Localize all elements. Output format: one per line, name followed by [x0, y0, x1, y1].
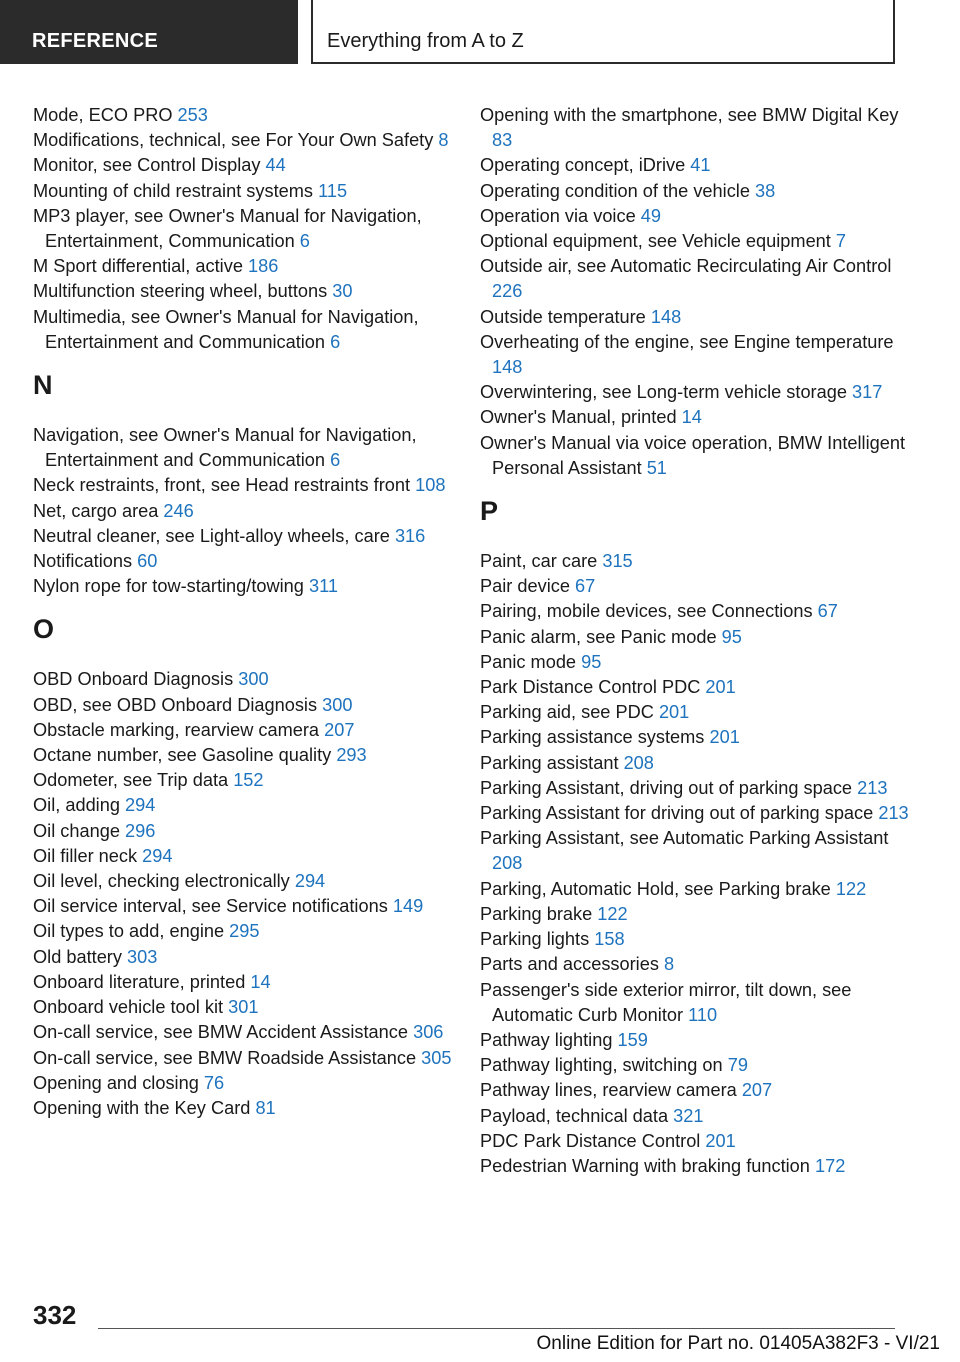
index-entry [480, 751, 910, 776]
index-entry-text: Pedestrian Warning with braking function [480, 1155, 810, 1176]
page-reference-link[interactable]: 186 [248, 256, 279, 277]
index-entry [33, 819, 463, 844]
page-reference-link[interactable]: 207 [741, 1080, 773, 1101]
page-reference-link[interactable]: 51 [646, 457, 667, 478]
index-entry [480, 877, 910, 902]
index-entry-text: Parking assistance systems [480, 727, 705, 748]
index-entry [480, 380, 910, 405]
index-entry-text: Outside air, see Automatic Recirculating Air Control [480, 256, 892, 277]
page-reference-link[interactable]: 294 [142, 845, 173, 866]
page-reference-link[interactable]: 201 [705, 677, 736, 698]
page-reference-link[interactable]: 41 [690, 155, 711, 176]
index-entry-text: Overheating of the engine, see Engine temperature [480, 331, 894, 352]
index-entry [33, 103, 463, 128]
index-entry [480, 179, 910, 204]
index-entry-text: OBD Onboard Diagnosis [33, 669, 234, 690]
index-entry [480, 675, 910, 700]
index-entry-text: Opening with the smartphone, see BMW Digital Key [480, 105, 899, 125]
index-entry-text: Parts and accessories [480, 954, 659, 975]
page-reference-link[interactable]: 67 [817, 601, 838, 622]
index-entry [33, 254, 463, 279]
index-entry [480, 254, 910, 304]
page-reference-link[interactable]: 95 [581, 651, 602, 672]
index-entry-text: Notifications [33, 551, 133, 572]
page-reference-link[interactable]: 122 [597, 903, 628, 924]
index-entry [480, 625, 910, 650]
index-entry [33, 768, 463, 793]
index-entry-text: Oil types to add, engine [33, 921, 225, 942]
index-entry [480, 549, 910, 574]
index-entry-text: Neck restraints, front, see Head restraints front [33, 475, 411, 496]
page-reference-link[interactable]: 172 [814, 1155, 846, 1176]
page-reference-link[interactable]: 60 [137, 551, 158, 572]
index-entry [480, 927, 910, 952]
index-entry-text: PDC Park Distance Control [480, 1130, 701, 1151]
index-entry [480, 574, 910, 599]
index-entry-text: Mounting of child restraint systems [33, 180, 313, 201]
index-entry-text: OBD, see OBD Onboard Diagnosis [33, 694, 318, 715]
page-reference-link[interactable]: 253 [177, 105, 208, 125]
index-entry-text: Passenger's side exterior mirror, tilt down, see Automatic Curb Monitor [480, 979, 852, 1025]
page-reference-link[interactable]: 306 [413, 1022, 444, 1043]
page-reference-link[interactable]: 79 [727, 1055, 748, 1076]
page-reference-link[interactable]: 201 [705, 1130, 736, 1151]
page-reference-link[interactable]: 303 [127, 946, 158, 967]
page-reference-link[interactable]: 296 [125, 820, 156, 841]
index-entry-text: Onboard literature, printed [33, 971, 246, 992]
index-entry [33, 524, 463, 549]
page-reference-link[interactable]: 300 [238, 669, 269, 690]
index-letter-heading: N [33, 370, 53, 401]
page-reference-link[interactable]: 201 [709, 727, 740, 748]
index-entry-text: Oil change [33, 820, 120, 841]
index-entry-text: Neutral cleaner, see Light-alloy wheels, care [33, 525, 390, 546]
edition-note: Online Edition for Part no. 01405A382F3 - VI/21 [536, 1333, 940, 1354]
page-reference-link[interactable]: 207 [324, 719, 355, 740]
page-reference-link[interactable]: 226 [492, 281, 523, 302]
page-reference-link[interactable]: 148 [492, 357, 523, 378]
index-entry-text: Parking assistant [480, 752, 619, 773]
page-reference-link[interactable]: 305 [421, 1047, 452, 1068]
index-entry-text: On-call service, see BMW Accident Assistance [33, 1022, 409, 1043]
index-entry-text: Multimedia, see Owner's Manual for Navigation, Entertainment and Communication [33, 306, 419, 352]
index-entry-text: Oil filler neck [33, 845, 138, 866]
section-label: REFERENCE [32, 30, 159, 52]
page-reference-link[interactable]: 122 [835, 878, 867, 899]
page-reference-link[interactable]: 293 [336, 745, 367, 766]
index-entry [480, 1129, 910, 1154]
page-reference-link[interactable]: 208 [492, 853, 523, 874]
page-reference-link[interactable]: 158 [594, 929, 625, 950]
index-entry [480, 826, 910, 876]
index-entry-text: Pathway lighting, switching on [480, 1055, 723, 1076]
index-entry-text: Parking Assistant, see Automatic Parking Assistant [480, 828, 889, 849]
page-reference-link[interactable]: 300 [322, 694, 353, 715]
index-entry [33, 305, 463, 355]
index-entry [33, 279, 463, 304]
index-entry [480, 431, 910, 481]
page-reference-link[interactable]: 159 [617, 1029, 648, 1050]
index-entry-text: Parking Assistant, driving out of parking space [480, 777, 853, 798]
page-reference-link[interactable]: 149 [392, 896, 424, 917]
page-reference-link[interactable]: 152 [233, 770, 264, 791]
index-entry-text: Operation via voice [480, 205, 636, 226]
index-entry-text: Parking, Automatic Hold, see Parking brake [480, 878, 831, 899]
index-entry-text: Oil, adding [33, 795, 120, 816]
page-reference-link[interactable]: 208 [623, 752, 654, 773]
index-entry-text: Opening with the Key Card [33, 1097, 251, 1118]
index-entry-text: Oil service interval, see Service notifications [33, 896, 388, 917]
page-reference-link[interactable]: 201 [658, 702, 690, 723]
index-entry [33, 1096, 463, 1121]
index-entry [480, 978, 910, 1028]
index-entry [33, 128, 463, 153]
index-entry-text: Onboard vehicle tool kit [33, 997, 224, 1018]
index-entry-text: Panic alarm, see Panic mode [480, 626, 717, 647]
page-reference-link[interactable]: 110 [688, 1004, 718, 1025]
index-entry-text: Nylon rope for tow-starting/towing [33, 576, 304, 597]
index-entry-text: Multifunction steering wheel, buttons [33, 281, 328, 302]
index-entry-text: Parking lights [480, 929, 590, 950]
page-reference-link[interactable]: 317 [852, 382, 883, 403]
page-reference-link[interactable]: 83 [492, 130, 513, 151]
index-entry-text: Payload, technical data [480, 1105, 669, 1126]
index-entry-text: Old battery [33, 946, 122, 967]
page-reference-link[interactable]: 321 [673, 1105, 704, 1126]
page-reference-link[interactable]: 6 [330, 450, 341, 471]
page-reference-link[interactable]: 8 [438, 130, 449, 151]
page-reference-link[interactable]: 295 [229, 921, 260, 942]
index-entry [33, 179, 463, 204]
index-entry [480, 801, 910, 826]
index-column-right [480, 103, 910, 1179]
index-entry [480, 902, 910, 927]
page-reference-link[interactable]: 294 [294, 871, 326, 892]
index-entry [480, 305, 910, 330]
index-entry-text: Park Distance Control PDC [480, 677, 701, 698]
index-entry [33, 473, 463, 498]
index-entry-text: Mode, ECO PRO [33, 105, 173, 125]
index-entry [33, 1046, 463, 1071]
index-entry [33, 793, 463, 818]
index-entry-text: Pathway lighting [480, 1029, 613, 1050]
index-entry-text: Monitor, see Control Display [33, 155, 261, 176]
page-reference-link[interactable]: 38 [755, 180, 776, 201]
index-entry [33, 970, 463, 995]
index-entry-text: Parking brake [480, 903, 593, 924]
index-entry [33, 1020, 463, 1045]
chapter-title: Everything from A to Z [327, 30, 524, 52]
index-entry-text: Odometer, see Trip data [33, 770, 229, 791]
index-entry [480, 725, 910, 750]
index-entry [33, 153, 463, 178]
index-entry-text: Pathway lines, rearview camera [480, 1080, 737, 1101]
page-reference-link[interactable]: 6 [299, 231, 310, 252]
page-reference-link[interactable]: 213 [857, 777, 888, 798]
index-entry [33, 499, 463, 524]
index-entry [33, 844, 463, 869]
index-entry [480, 599, 910, 624]
index-entry-text: Paint, car care [480, 551, 598, 572]
page-reference-link[interactable]: 294 [125, 795, 156, 816]
index-entry [33, 945, 463, 970]
chapter-header [311, 0, 895, 64]
index-entry-text: Octane number, see Gasoline quality [33, 745, 332, 766]
index-entry-text: Modifications, technical, see For Your Own Safety [33, 130, 434, 151]
page-reference-link[interactable]: 76 [203, 1072, 225, 1093]
index-entry [480, 229, 910, 254]
index-entry [480, 1078, 910, 1103]
index-entry-text: Owner's Manual via voice operation, BMW Intelligent Personal Assistant [480, 432, 906, 478]
index-entry-text: Navigation, see Owner's Manual for Navigation, Entertainment and Communication [33, 425, 417, 471]
index-entry [33, 204, 463, 254]
index-entry [33, 1071, 463, 1096]
page-reference-link[interactable]: 14 [681, 407, 702, 428]
index-entry [480, 952, 910, 977]
index-column-left [33, 103, 463, 1121]
page-reference-link[interactable]: 246 [163, 500, 194, 521]
index-entry [480, 204, 910, 229]
index-entry-text: Parking Assistant for driving out of parking space [480, 803, 874, 824]
index-entry-text: Owner's Manual, printed [480, 407, 677, 428]
page-reference-link[interactable]: 49 [640, 205, 661, 226]
page-reference-link[interactable]: 315 [602, 551, 633, 572]
index-entry [33, 693, 463, 718]
index-entry [33, 995, 463, 1020]
page-reference-link[interactable]: 311 [308, 576, 338, 597]
index-entry [33, 423, 463, 473]
index-entry [480, 330, 910, 380]
index-entry-text: Oil level, checking electronically [33, 871, 290, 892]
page-reference-link[interactable]: 44 [265, 155, 286, 176]
page-reference-link[interactable]: 148 [650, 306, 682, 327]
index-entry-text: Panic mode [480, 651, 577, 672]
index-entry [33, 549, 463, 574]
index-entry-text: Opening and closing [33, 1072, 199, 1093]
index-letter-heading: P [480, 496, 499, 527]
index-entry-text: Outside temperature [480, 306, 646, 327]
index-entry-text: Net, cargo area [33, 500, 159, 521]
page-reference-link[interactable]: 81 [255, 1097, 276, 1118]
index-entry-text: Optional equipment, see Vehicle equipment [480, 231, 831, 252]
index-entry [33, 718, 463, 743]
page-reference-link[interactable]: 213 [878, 803, 909, 824]
page-number: 332 [33, 1300, 77, 1330]
index-entry-text: Pair device [480, 576, 570, 597]
index-entry-text: On-call service, see BMW Roadside Assistance [33, 1047, 417, 1068]
index-entry [480, 1028, 910, 1053]
index-entry [480, 1104, 910, 1129]
page-reference-link[interactable]: 8 [664, 954, 675, 975]
page-reference-link[interactable]: 7 [835, 231, 847, 252]
index-entry-text: Pairing, mobile devices, see Connections [480, 601, 813, 622]
index-entry [33, 743, 463, 768]
index-entry-text: Overwintering, see Long-term vehicle storage [480, 382, 847, 403]
index-entry [33, 869, 463, 894]
page-reference-link[interactable]: 108 [415, 475, 446, 496]
index-entry-text: Operating condition of the vehicle [480, 180, 750, 201]
index-entry [480, 1154, 910, 1179]
page-reference-link[interactable]: 67 [575, 576, 596, 597]
index-entry [480, 153, 910, 178]
index-entry [480, 700, 910, 725]
index-entry [33, 574, 463, 599]
page-reference-link[interactable]: 6 [330, 331, 341, 352]
index-entry [480, 103, 910, 153]
index-entry [480, 776, 910, 801]
page-reference-link[interactable]: 14 [250, 971, 271, 992]
index-entry [33, 667, 463, 692]
index-entry-text: Obstacle marking, rearview camera [33, 719, 320, 740]
index-entry [33, 894, 463, 919]
index-entry [480, 1053, 910, 1078]
section-tab [0, 0, 298, 64]
footer-rule [98, 1328, 895, 1329]
page-reference-link[interactable]: 316 [394, 525, 426, 546]
index-entry [480, 405, 910, 430]
index-entry-text: Parking aid, see PDC [480, 702, 654, 723]
page-reference-link[interactable]: 95 [721, 626, 742, 647]
index-entry-text: Operating concept, iDrive [480, 155, 686, 176]
index-letter-heading: O [33, 614, 55, 645]
page-reference-link[interactable]: 115 [318, 180, 348, 201]
page-reference-link[interactable]: 30 [332, 281, 353, 302]
index-entry-text: MP3 player, see Owner's Manual for Navigation, Entertainment, Communication [33, 205, 422, 252]
index-entry [480, 650, 910, 675]
page-reference-link[interactable]: 301 [228, 997, 259, 1018]
index-entry-text: M Sport differential, active [33, 256, 243, 277]
index-entry [33, 919, 463, 944]
